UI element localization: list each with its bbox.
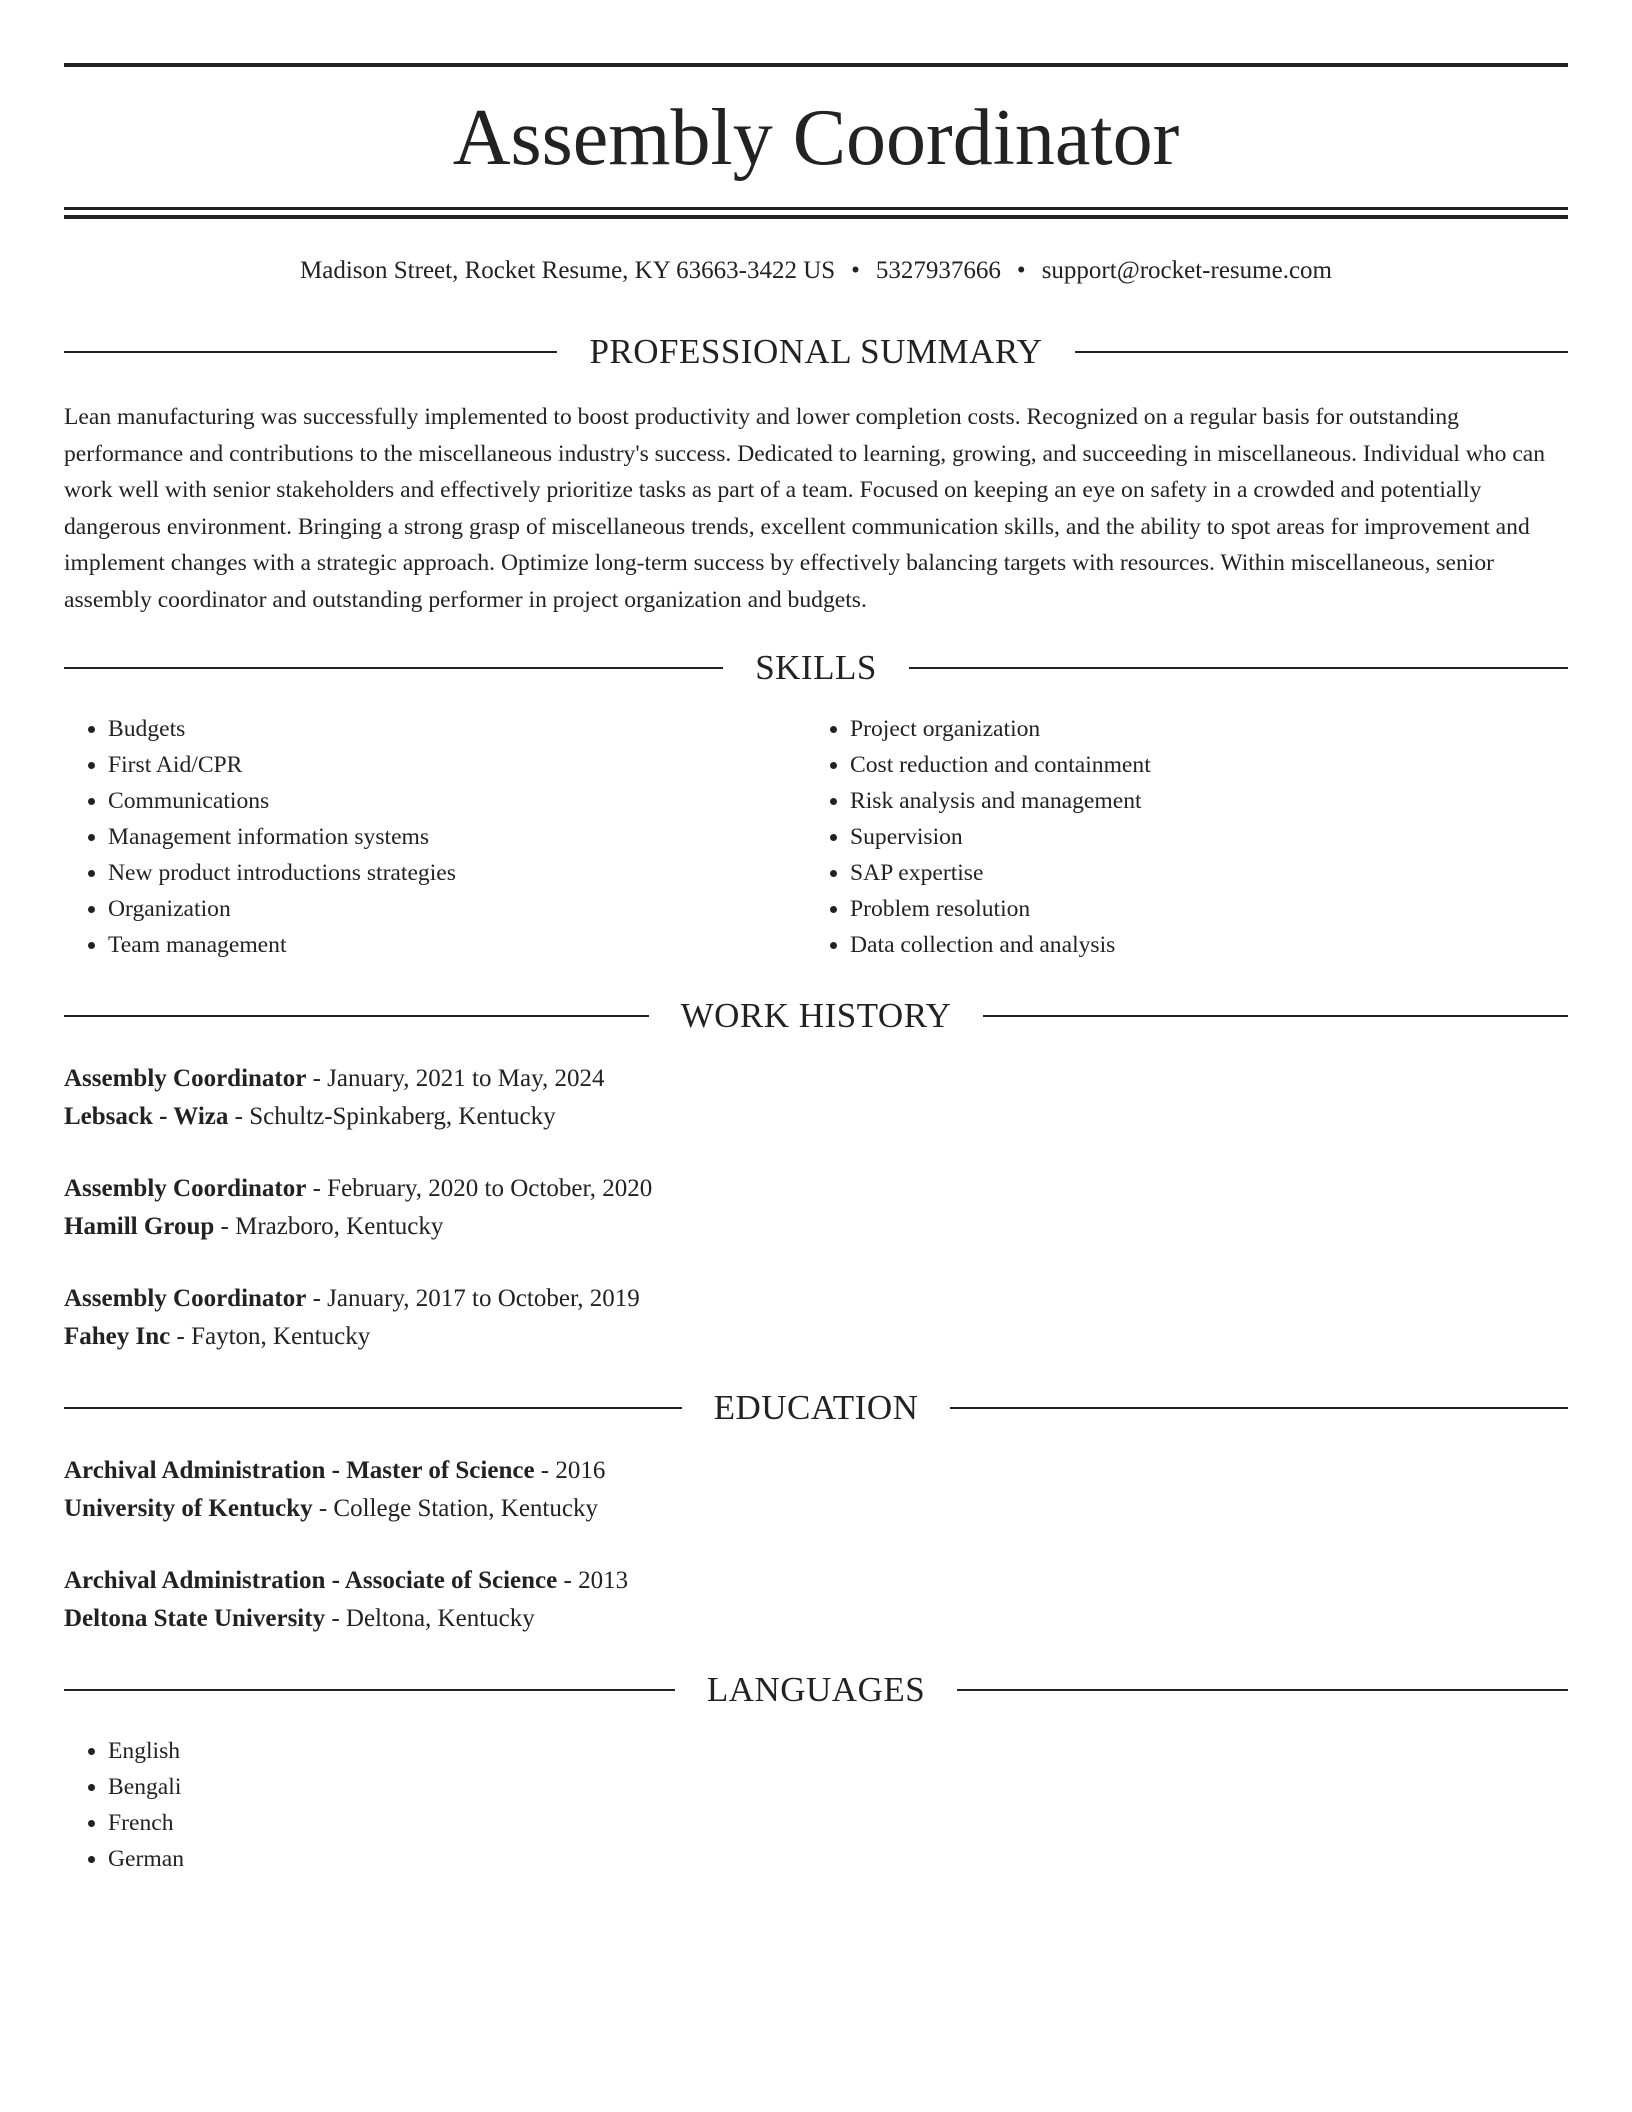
school-name: University of Kentucky bbox=[64, 1495, 313, 1522]
education-entry bbox=[64, 1452, 1568, 1528]
languages-section-heading bbox=[64, 1668, 1568, 1712]
work-title-line bbox=[64, 1170, 1568, 1208]
heading-rule-left bbox=[64, 351, 557, 353]
skill-item: • Management information systems bbox=[108, 819, 456, 855]
degree-name: Archival Administration - Master of Science bbox=[64, 1457, 535, 1484]
education-degree-line bbox=[64, 1452, 1568, 1490]
skills-list-right bbox=[806, 711, 1151, 963]
company-name: Fahey Inc bbox=[64, 1323, 171, 1350]
heading-rule-left bbox=[64, 1407, 682, 1409]
header-bottom-rule bbox=[64, 207, 1568, 210]
contact-address: Madison Street, Rocket Resume, KY 63663-3422 US bbox=[300, 257, 836, 284]
skill-item: • Team management bbox=[108, 927, 456, 963]
skill-item: • Problem resolution bbox=[850, 891, 1151, 927]
languages-heading-label: LANGUAGES bbox=[706, 1670, 926, 1709]
contact-email: support@rocket-resume.com bbox=[1041, 257, 1332, 284]
company-name: Hamill Group bbox=[64, 1213, 215, 1240]
job-title: Assembly Coordinator bbox=[64, 1285, 307, 1312]
header-top-rule bbox=[64, 63, 1568, 67]
skills-section-heading bbox=[64, 646, 1568, 690]
work-company-line bbox=[64, 1318, 1568, 1356]
languages-list bbox=[64, 1733, 184, 1877]
skill-item: • First Aid/CPR bbox=[108, 747, 456, 783]
company-location: - Fayton, Kentucky bbox=[170, 1323, 371, 1350]
language-item: • French bbox=[108, 1805, 184, 1841]
company-location: - Mrazboro, Kentucky bbox=[214, 1213, 444, 1240]
work-company-line bbox=[64, 1208, 1568, 1246]
summary-section-heading bbox=[64, 330, 1568, 374]
skill-item: • Supervision bbox=[850, 819, 1151, 855]
work-section-heading bbox=[64, 994, 1568, 1038]
skill-item: • Risk analysis and management bbox=[850, 783, 1151, 819]
work-entry bbox=[64, 1060, 1568, 1136]
degree-year: - 2013 bbox=[557, 1567, 629, 1594]
skill-item: • Project organization bbox=[850, 711, 1151, 747]
heading-rule-right bbox=[957, 1689, 1568, 1691]
job-dates: - January, 2021 to May, 2024 bbox=[306, 1065, 605, 1092]
work-heading-label: WORK HISTORY bbox=[680, 996, 952, 1035]
work-company-line bbox=[64, 1098, 1568, 1136]
summary-text: Lean manufacturing was successfully implemented to boost productivity and lower completion costs. Recognized on a regular basis for outstanding performance and contributions to the miscellaneous industry's success. Dedicated to learning, growing, and succeeding in miscellaneous. Individual who can work well with senior stakeholders and effectively prioritize tasks as part of a team. Focused on keeping an eye on safety in a crowded and potentially dangerous environment. Bringing a strong grasp of miscellaneous trends, excellent communication skills, and the ability to spot areas for improvement and implement changes with a strategic approach. Optimize long-term success by effectively balancing targets with resources. Within miscellaneous, senior assembly coordinator and outstanding performer in project organization and budgets. bbox=[64, 404, 1546, 613]
degree-name: Archival Administration - Associate of Science bbox=[64, 1567, 558, 1594]
heading-rule-left bbox=[64, 1015, 649, 1017]
skill-item: • Cost reduction and containment bbox=[850, 747, 1151, 783]
school-name: Deltona State University bbox=[64, 1605, 326, 1632]
education-school-line bbox=[64, 1490, 1568, 1528]
skill-item: • New product introductions strategies bbox=[108, 855, 456, 891]
job-dates: - January, 2017 to October, 2019 bbox=[306, 1285, 640, 1312]
header-bottom-rule-second bbox=[64, 215, 1568, 219]
contact-phone: 5327937666 bbox=[875, 257, 1001, 284]
school-location: - Deltona, Kentucky bbox=[325, 1605, 535, 1632]
skills-heading-label: SKILLS bbox=[755, 648, 877, 687]
degree-year: - 2016 bbox=[534, 1457, 606, 1484]
heading-rule-right bbox=[950, 1407, 1568, 1409]
job-title: Assembly Coordinator bbox=[64, 1065, 307, 1092]
heading-rule-right bbox=[983, 1015, 1568, 1017]
summary-heading-label: PROFESSIONAL SUMMARY bbox=[589, 332, 1043, 371]
language-item: • English bbox=[108, 1733, 184, 1769]
work-entry bbox=[64, 1170, 1568, 1246]
skills-list-left bbox=[64, 711, 456, 963]
skill-item: • Organization bbox=[108, 891, 456, 927]
skill-item: • Budgets bbox=[108, 711, 456, 747]
heading-rule-right bbox=[1075, 351, 1568, 353]
job-dates: - February, 2020 to October, 2020 bbox=[306, 1175, 653, 1202]
work-entry bbox=[64, 1280, 1568, 1356]
heading-rule-left bbox=[64, 1689, 675, 1691]
work-title-line bbox=[64, 1060, 1568, 1098]
language-item: • German bbox=[108, 1841, 184, 1877]
work-title-line bbox=[64, 1280, 1568, 1318]
education-entry bbox=[64, 1562, 1568, 1638]
heading-rule-left bbox=[64, 667, 723, 669]
contact-separator: • bbox=[1016, 257, 1026, 284]
skill-item: • Data collection and analysis bbox=[850, 927, 1151, 963]
contact-separator: • bbox=[851, 257, 860, 284]
company-name: Lebsack - Wiza bbox=[64, 1103, 229, 1130]
heading-rule-right bbox=[909, 667, 1568, 669]
contact-line bbox=[64, 253, 1568, 289]
education-school-line bbox=[64, 1600, 1568, 1638]
resume-title: Assembly Coordinator bbox=[452, 94, 1180, 182]
skill-item: • SAP expertise bbox=[850, 855, 1151, 891]
language-item: • Bengali bbox=[108, 1769, 184, 1805]
education-section-heading bbox=[64, 1386, 1568, 1430]
education-heading-label: EDUCATION bbox=[713, 1388, 919, 1427]
school-location: - College Station, Kentucky bbox=[312, 1495, 598, 1522]
skill-item: • Communications bbox=[108, 783, 456, 819]
company-location: - Schultz-Spinkaberg, Kentucky bbox=[228, 1103, 556, 1130]
job-title: Assembly Coordinator bbox=[64, 1175, 307, 1202]
education-degree-line bbox=[64, 1562, 1568, 1600]
